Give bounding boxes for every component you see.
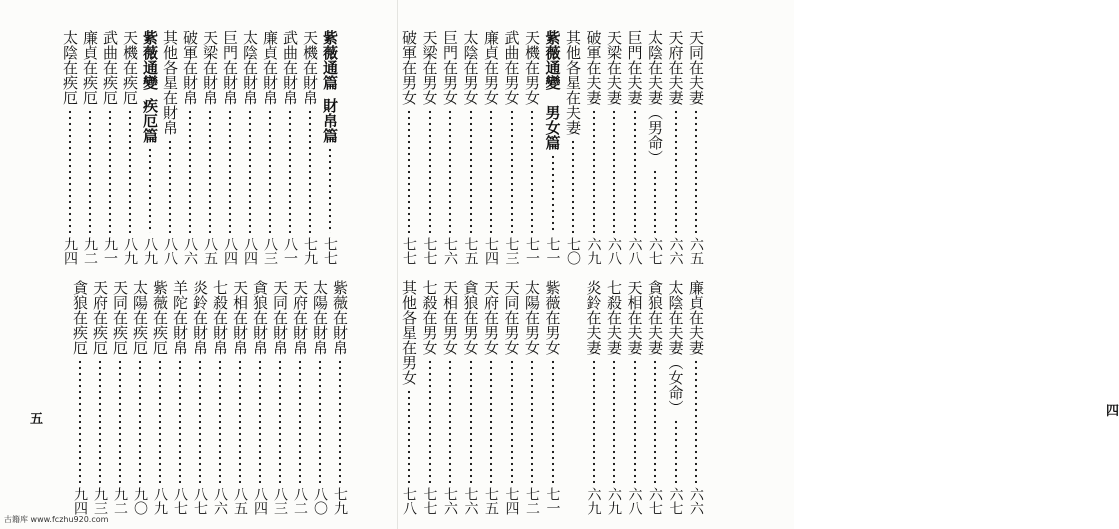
toc-entry-title: 太陰在夫妻（女命） [666,280,685,415]
toc-entry-title: 貪狼在疾厄 [71,280,89,355]
dot-leader [209,109,211,233]
toc-entry-page: 七二 [524,487,540,515]
toc-entry-title: 武曲在男女 [502,30,521,105]
toc-entry-page: 七〇 [565,237,581,265]
toc-entry-page: 八五 [232,487,248,515]
toc-entry-page: 七四 [503,487,520,515]
toc-entry-page: 九二 [112,487,128,515]
toc-entry-page: 六九 [585,487,602,515]
toc-entry-page: 九二 [82,237,98,265]
dot-leader [429,359,431,483]
dot-leader [429,109,431,233]
toc-entry [70,280,90,515]
dot-leader [119,359,121,483]
section-heading: 紫薇通篇 [321,30,339,90]
toc-entry [190,280,210,515]
toc-entry-title: 貪狼在男女 [461,280,480,355]
dot-leader [408,389,410,483]
toc-entry [420,30,440,265]
toc-entry-page: 九四 [62,237,78,265]
dot-leader [572,139,574,233]
toc-entry-page: 八二 [292,487,308,515]
dot-leader [259,359,261,483]
watermark-footer: 古籍库 www.fczhu920.com [4,515,109,524]
toc-entry-page: 八一 [282,237,298,265]
toc-entry [120,30,140,265]
toc-entry [260,30,280,265]
toc-entry [502,280,522,515]
dot-leader [109,109,111,233]
toc-entry [300,30,320,265]
toc-entry [625,280,645,515]
toc-entry [440,30,460,265]
dot-leader [470,359,472,483]
toc-entry-page: 七一 [544,487,561,515]
toc-entry-page: 七六 [442,487,458,515]
toc-entry-title: 天府在男女 [482,280,500,355]
toc-entry [666,280,686,515]
toc-entry-page: 七七 [401,237,417,265]
toc-entry-title: 巨門在夫妻 [625,30,644,105]
toc-entry [461,280,481,515]
toc-entry-page: 八四 [252,487,268,515]
dot-leader [449,359,451,483]
toc-entry-page: 七六 [442,237,458,265]
toc-entry-title: 破軍在男女 [400,30,418,105]
dot-leader [490,109,492,233]
dot-leader [149,147,151,233]
dot-leader [299,359,301,483]
toc-entry [180,30,200,265]
toc-entry-page: 八三 [262,237,278,265]
toc-entry-page: 八六 [212,487,228,515]
toc-entry [320,30,340,265]
toc-entry [502,30,522,265]
toc-entry [563,280,583,515]
toc-entry-page: 六五 [688,237,704,265]
toc-entry-title: 紫薇在疾厄 [151,280,169,355]
toc-entry-title: 天梁在夫妻 [605,30,623,105]
toc-entry [399,30,419,265]
dot-leader [675,109,677,233]
toc-entry [250,280,270,515]
toc-entry-page: 八六 [182,237,198,265]
section-heading: 紫薇通變 男女篇 [543,30,562,150]
toc-entry-title: 天梁在男女 [420,30,439,105]
toc-entry [625,30,645,265]
dot-leader [339,359,341,483]
dot-leader [99,359,101,483]
toc-entry-title: 太陰在男女 [461,30,480,105]
dot-leader [675,419,677,483]
toc-entry-page: 八三 [272,487,288,515]
toc-entry-page: 七七 [421,237,438,265]
toc-entry-title: 太陰在財帛 [241,30,259,105]
toc-entry [110,280,130,515]
toc-entry [270,280,290,515]
toc-entry [80,30,100,265]
toc-entry-title: 廉貞在財帛 [261,30,279,105]
toc-entry [543,280,563,515]
toc-entry [420,280,440,515]
toc-entry [522,280,542,515]
toc-entry [563,30,583,265]
toc-entry-title: 天同在男女 [502,280,521,355]
section-heading: 紫薇通變 [141,30,159,90]
dot-leader [695,359,697,483]
dot-leader [79,359,81,483]
toc-entry [543,30,563,265]
right-page [397,0,1119,529]
toc-entry-title: 太陰在夫妻（男命） [646,30,664,165]
toc-entry [310,280,330,515]
toc-entry-title: 天府在財帛 [291,280,309,355]
toc-entry [584,30,604,265]
dot-leader [531,359,533,483]
toc-entry-title: 天同在夫妻 [687,30,705,105]
toc-entry-page: 七三 [503,237,520,265]
dot-leader [159,359,161,483]
dot-leader [279,359,281,483]
dot-leader [169,139,171,233]
toc-entry-page: 六九 [606,487,622,515]
toc-entry-page: 七一 [544,237,561,265]
toc-entry-title: 天相在夫妻 [625,280,644,355]
toc-entry [584,280,604,515]
toc-entry-title: 太陰在疾厄 [61,30,79,105]
toc-entry-page: 六七 [647,237,663,265]
toc-entry-page: 七一 [524,237,540,265]
toc-entry [604,280,624,515]
dot-leader [309,109,311,233]
toc-entry-page: 七七 [421,487,438,515]
dot-leader [319,359,321,483]
toc-entry [290,280,310,515]
dot-leader [239,359,241,483]
toc-entry-title: 紫薇在男女 [543,280,562,355]
toc-entry-page: 七五 [483,487,499,515]
dot-leader [695,109,697,233]
toc-entry [461,30,481,265]
toc-entry-title: 紫薇在財帛 [331,280,349,355]
toc-entry-title: 破軍在夫妻 [584,30,603,105]
toc-entry-title: 貪狼在財帛 [251,280,269,355]
right-bottom-toc-block [398,280,794,520]
toc-entry-title: 天梁在財帛 [201,30,219,105]
toc-entry-title: 天機在疾厄 [121,30,139,105]
toc-entry-title: 天府在夫妻 [666,30,685,105]
dot-leader [654,359,656,483]
toc-entry [90,280,110,515]
toc-entry [160,30,180,265]
left-page [0,0,397,529]
toc-entry-title: 七殺在夫妻 [605,280,623,355]
toc-entry-page: 七九 [332,487,348,515]
dot-leader [139,359,141,483]
toc-entry-title: 廉貞在疾厄 [81,30,99,105]
toc-entry-page: 八七 [172,487,188,515]
dot-leader [69,109,71,233]
dot-leader [470,109,472,233]
toc-entry-page: 八四 [222,237,238,265]
toc-entry-title: 太陽在財帛 [311,280,329,355]
toc-entry-page: 八七 [192,487,208,515]
toc-entry-page: 九〇 [132,487,148,515]
toc-entry [150,280,170,515]
toc-entry-page: 六七 [667,487,684,515]
toc-entry-title: 太陽在男女 [523,280,541,355]
toc-entry-title: 太陽在疾厄 [131,280,149,355]
toc-entry-title: 羊陀在財帛 [171,280,189,355]
toc-entry [100,30,120,265]
toc-entry-page: 八八 [162,237,178,265]
dot-leader [654,169,656,233]
toc-entry [130,280,150,515]
dot-leader [531,109,533,233]
toc-entry [280,30,300,265]
toc-entry-title: 天同在疾厄 [111,280,129,355]
toc-entry-page: 八九 [142,237,158,265]
toc-entry-page: 六六 [667,237,684,265]
section-subheading: 財帛篇 [321,98,339,143]
dot-leader [229,109,231,233]
dot-leader [613,359,615,483]
toc-entry-title: 巨門在男女 [441,30,459,105]
toc-entry [210,280,230,515]
toc-entry-page: 九三 [92,487,108,515]
toc-entry-title: 廉貞在夫妻 [687,280,705,355]
dot-leader [189,109,191,233]
dot-leader [613,109,615,233]
toc-entry-page: 九一 [102,237,118,265]
toc-entry-page: 六八 [626,237,643,265]
toc-entry-page: 八九 [122,237,138,265]
toc-entry-title: 巨門在財帛 [221,30,239,105]
toc-entry-title: 武曲在疾厄 [101,30,119,105]
toc-entry [330,280,350,515]
toc-entry-page: 六七 [647,487,663,515]
dot-leader [593,359,595,483]
toc-entry-page: 六六 [688,487,704,515]
left-top-toc-block [0,30,397,270]
toc-entry-title: 天府在疾厄 [91,280,109,355]
dot-leader [269,109,271,233]
toc-entry-title: 七殺在男女 [420,280,439,355]
toc-entry-page: 六九 [585,237,602,265]
toc-entry [440,280,460,515]
toc-entry [60,30,80,265]
toc-entry-page: 七五 [462,237,479,265]
dot-leader [329,147,331,233]
toc-entry-page: 八五 [202,237,218,265]
left-bottom-toc-block [0,280,397,520]
toc-entry [140,30,160,265]
toc-entry-page: 九四 [72,487,88,515]
toc-entry-title: 炎鈴在財帛 [191,280,209,355]
toc-entry [645,280,665,515]
dot-leader [634,109,636,233]
toc-entry-page: 八九 [152,487,168,515]
toc-entry-page: 八〇 [312,487,328,515]
toc-entry-title: 天相在男女 [441,280,459,355]
toc-entry [686,30,706,265]
dot-leader [219,359,221,483]
toc-entry-page: 七四 [483,237,499,265]
toc-entry [399,280,419,515]
toc-entry [240,30,260,265]
toc-entry-title: 天機在男女 [523,30,541,105]
toc-entry-page: 七七 [322,237,338,265]
toc-entry-title: 其他各星在夫妻 [564,30,582,135]
dot-leader [511,109,513,233]
dot-leader [593,109,595,233]
dot-leader [490,359,492,483]
toc-entry-title: 廉貞在男女 [482,30,500,105]
toc-entry [230,280,250,515]
toc-entry-page: 七八 [401,487,417,515]
toc-entry-title: 天機在財帛 [301,30,319,105]
toc-entry [645,30,665,265]
toc-entry [481,30,501,265]
toc-entry [481,280,501,515]
dot-leader [289,109,291,233]
toc-entry-title: 七殺在財帛 [211,280,229,355]
toc-entry-title: 天相在財帛 [231,280,249,355]
toc-entry-page: 八四 [242,237,258,265]
toc-entry-title: 其他各星在財帛 [161,30,179,135]
toc-entry-page: 七六 [462,487,479,515]
toc-entry-page: 六八 [626,487,643,515]
toc-entry-title: 貪狼在夫妻 [646,280,664,355]
toc-entry [666,30,686,265]
dot-leader [634,359,636,483]
dot-leader [552,154,554,233]
toc-entry-page: 七九 [302,237,318,265]
toc-entry [604,30,624,265]
toc-entry-title: 天同在財帛 [271,280,289,355]
right-top-toc-block [398,30,794,270]
dot-leader [199,359,201,483]
dot-leader [89,109,91,233]
dot-leader [511,359,513,483]
toc-entry-title: 其他各星在男女 [400,280,418,385]
toc-entry [686,280,706,515]
dot-leader [552,359,554,483]
page-number-right: 四 [1106,404,1119,419]
toc-entry-title: 破軍在財帛 [181,30,199,105]
toc-entry-title: 炎鈴在夫妻 [584,280,603,355]
toc-entry [200,30,220,265]
toc-entry [170,280,190,515]
dot-leader [249,109,251,233]
toc-entry-title: 武曲在財帛 [281,30,299,105]
dot-leader [408,109,410,233]
dot-leader [129,109,131,233]
dot-leader [449,109,451,233]
toc-entry [220,30,240,265]
section-subheading: 疾厄篇 [141,98,159,143]
page-number-left: 五 [30,412,44,427]
toc-entry [522,30,542,265]
dot-leader [179,359,181,483]
toc-entry-page: 六八 [606,237,622,265]
